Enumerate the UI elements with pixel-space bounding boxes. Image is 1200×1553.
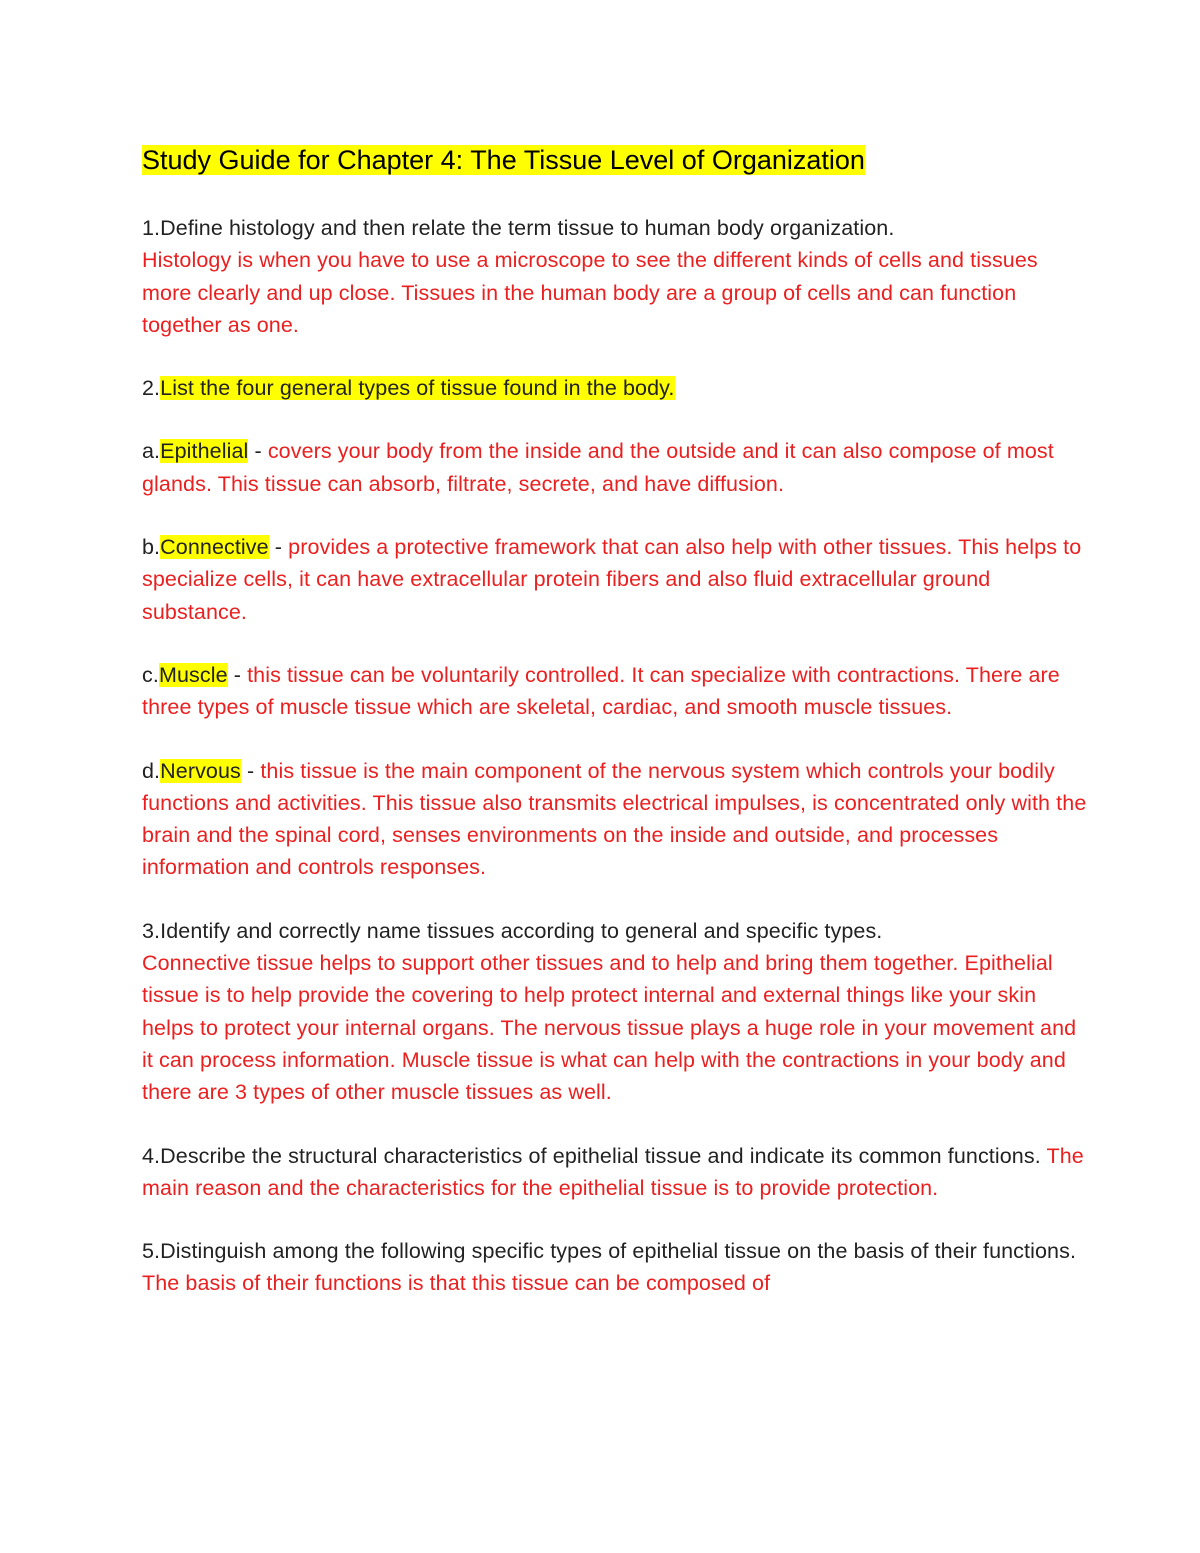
document-title [142,140,1092,180]
answer-5-text: The basis of their functions is that this tissue can be composed of [142,1271,771,1296]
type-separator: - [227,662,248,687]
type-separator: - [248,439,268,464]
question-2-text: List the four general types of tissue found in the body. [160,376,675,401]
type-letter: a. [142,439,161,464]
type-name: Connective [160,535,269,560]
type-name: Muscle [158,662,228,687]
question-5-text: 5.Distinguish among the following specific types of epithelial tissue on the basis of their functions. [142,1239,1077,1264]
type-letter: b. [142,535,161,560]
tissue-type-epithelial [142,435,1092,500]
type-letter: c. [142,662,159,687]
title-text: Study Guide for Chapter 4: The Tissue Level of Organization [142,145,865,175]
type-letter: d. [142,758,161,783]
question-3-text: 3.Identify and correctly name tissues according to general and specific types. [142,918,883,943]
question-2-number: 2. [142,376,161,401]
question-2 [142,372,1092,404]
type-name: Epithelial [160,439,249,464]
question-5 [142,1235,1092,1300]
question-4 [142,1140,1092,1205]
answer-3-text: Connective tissue helps to support other tissues and to help and bring them together. Epithelial tissue is to help provide the covering to help protect internal and external things like your skin helps to protect your internal organs. The nervous tissue plays a huge role in your movement and it can process information. Muscle tissue is what can help with the contractions in your body and there are 3 types of other muscle tissues as well. [142,951,1077,1105]
type-separator: - [268,535,289,560]
type-separator: - [240,758,261,783]
tissue-type-muscle [142,659,1092,724]
type-description: provides a protective framework that can also help with other tissues. This helps to specialize cells, it can have extracellular protein fibers and also fluid extracellular ground substance. [142,535,1082,624]
tissue-type-nervous [142,755,1092,884]
question-3 [142,915,1092,1109]
answer-1-text: Histology is when you have to use a microscope to see the different kinds of cells and tissues more clearly and up close. Tissues in the human body are a group of cells and can function together as one. [142,248,1038,337]
question-1-text: 1.Define histology and then relate the term tissue to human body organization. [142,216,895,240]
document-page [142,140,1092,1331]
type-description: covers your body from the inside and the outside and it can also compose of most glands. This tissue can absorb, filtrate, secrete, and have diffusion. [142,439,1054,496]
type-name: Nervous [160,758,241,783]
type-description: this tissue is the main component of the nervous system which controls your bodily functions and activities. This tissue also transmits electrical impulses, is concentrated only with the brain and the spinal cord, senses environments on the inside and outside, and processes information and controls responses. [142,758,1087,880]
question-1 [142,212,1092,341]
question-4-text: 4.Describe the structural characteristics of epithelial tissue and indicate its common functions. [142,1143,1041,1168]
answer-4-text: The main reason and the characteristics for the epithelial tissue is to provide protection. [142,1143,1084,1200]
tissue-type-connective [142,531,1092,628]
type-description: this tissue can be voluntarily controlled. It can specialize with contractions. There are three types of muscle tissue which are skeletal, cardiac, and smooth muscle tissues. [142,662,1060,720]
